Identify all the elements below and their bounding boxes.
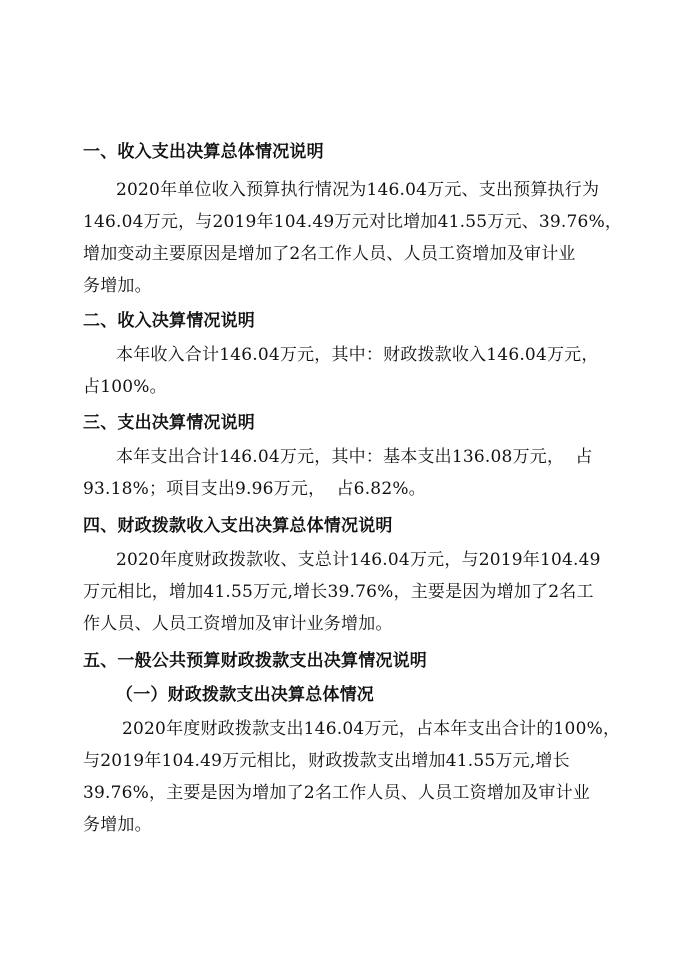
section-5-line-4: 务增加。 — [83, 815, 152, 835]
section-5-line-2: 与2019年104.49万元相比，财政拨款支出增加41.55万元,增长 — [83, 751, 570, 771]
section-2-line-1: 本年收入合计146.04万元，其中：财政拨款收入146.04万元， — [116, 345, 599, 365]
section-1-heading: 一、收入支出决算总体情况说明 — [83, 142, 324, 162]
section-4-line-1: 2020年度财政拨款收、支总计146.04万元，与2019年104.49 — [116, 550, 601, 570]
section-2-line-2: 占100%。 — [83, 377, 167, 397]
section-3-heading: 三、支出决算情况说明 — [83, 413, 255, 433]
section-5-line-1: 2020年度财政拨款支出146.04万元，占本年支出合计的100%， — [122, 719, 621, 739]
section-5-line-3: 39.76%，主要是因为增加了2名工作人员、人员工资增加及审计业 — [83, 783, 591, 803]
section-5-heading: 五、一般公共预算财政拨款支出决算情况说明 — [83, 651, 427, 671]
section-2-heading: 二、收入决算情况说明 — [83, 311, 255, 331]
section-1-line-2: 146.04万元，与2019年104.49万元对比增加41.55万元、39.76%， — [83, 212, 623, 232]
section-1-line-1: 2020年单位收入预算执行情况为146.04万元、支出预算执行为 — [116, 180, 600, 200]
section-3-line-1: 本年支出合计146.04万元，其中：基本支出136.08万元， 占 — [116, 447, 593, 467]
section-1-line-3: 增加变动主要原因是增加了2名工作人员、人员工资增加及审计业 — [83, 244, 576, 264]
section-1-line-4: 务增加。 — [83, 276, 152, 296]
section-4-line-3: 作人员、人员工资增加及审计业务增加。 — [83, 614, 393, 634]
section-5-subheading: （一）财政拨款支出决算总体情况 — [116, 685, 374, 705]
section-4-heading: 四、财政拨款收入支出决算总体情况说明 — [83, 516, 393, 536]
section-3-line-2: 93.18%；项目支出9.96万元， 占6.82%。 — [83, 479, 426, 499]
section-4-line-2: 万元相比，增加41.55万元,增长39.76%，主要是因为增加了2名工 — [83, 582, 594, 602]
